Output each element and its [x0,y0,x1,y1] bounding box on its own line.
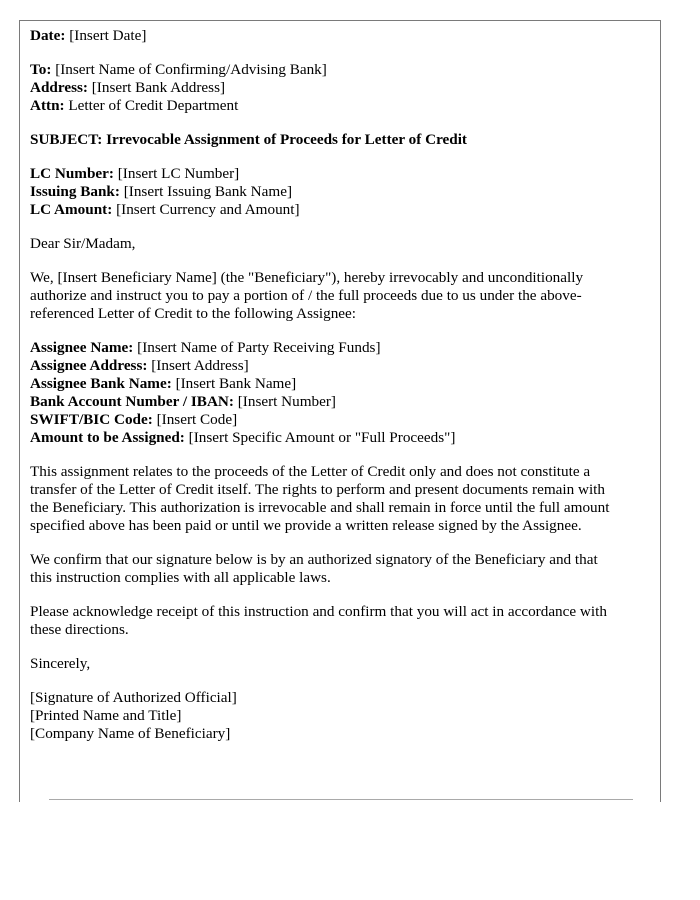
attn-value: Letter of Credit Department [68,97,239,114]
date-value: [Insert Date] [69,27,147,44]
assignee-address-label: Assignee Address: [30,357,148,374]
swift-value: [Insert Code] [156,411,238,428]
signature-block [30,689,618,743]
assigned-amount-label: Amount to be Assigned: [30,429,185,446]
intro-paragraph: We, [Insert Beneficiary Name] (the "Beneficiary"), hereby irrevocably and unconditionally authorize and instruct you to pay a portion of / the full proceeds due to us under the above-referenced Letter of Credit to the following Assignee: [30,269,584,322]
account-number-label: Bank Account Number / IBAN: [30,393,234,410]
date-line [30,27,618,45]
lc-number-line [30,165,618,183]
assignee-name-label: Assignee Name: [30,339,134,356]
date-label: Date: [30,27,66,44]
signature-placeholder: [Signature of Authorized Official] [30,689,237,706]
recipient-section [30,61,618,115]
attn-line [30,97,618,115]
lc-details [30,165,618,219]
lc-number-value: [Insert LC Number] [117,165,240,182]
assignee-name-line [30,339,618,357]
assigned-amount-value: [Insert Specific Amount or "Full Proceeds"] [188,429,456,446]
footer-divider [49,799,633,800]
to-line [30,61,618,79]
address-line [30,79,618,97]
salutation: Dear Sir/Madam, [30,235,136,252]
assignment-scope-paragraph: This assignment relates to the proceeds of the Letter of Credit only and does not constitute a transfer of the Letter of Credit itself. The rights to perform and present documents remain with the Beneficiary. This authorization is irrevocable and shall remain in force until the full amount specified above has been paid or until we provide a written release signed by the Assignee. [30,463,610,534]
lc-number-label: LC Number: [30,165,114,182]
date-section [30,27,618,45]
account-number-value: [Insert Number] [237,393,336,410]
printed-name-placeholder: [Printed Name and Title] [30,707,182,724]
subject-section [30,131,618,149]
issuing-bank-value: [Insert Issuing Bank Name] [123,183,293,200]
assignee-name-value: [Insert Name of Party Receiving Funds] [137,339,381,356]
attn-label: Attn: [30,97,65,114]
acknowledgement-paragraph: Please acknowledge receipt of this instruction and confirm that you will act in accordance with these directions. [30,603,607,638]
lc-amount-value: [Insert Currency and Amount] [116,201,300,218]
assignee-address-line [30,357,618,375]
swift-label: SWIFT/BIC Code: [30,411,153,428]
assignee-address-value: [Insert Address] [151,357,249,374]
account-number-line [30,393,618,411]
company-name-placeholder: [Company Name of Beneficiary] [30,725,231,742]
signatory-confirmation-paragraph: We confirm that our signature below is by an authorized signatory of the Beneficiary and that this instruction complies with all applicable laws. [30,551,598,586]
assigned-amount-line [30,429,618,447]
address-label: Address: [30,79,88,96]
assignee-details [30,339,618,447]
lc-amount-line [30,201,618,219]
subject-line: SUBJECT: Irrevocable Assignment of Proceeds for Letter of Credit [30,131,467,148]
address-value: [Insert Bank Address] [91,79,226,96]
closing: Sincerely, [30,655,91,672]
to-label: To: [30,61,52,78]
letter-body [30,27,618,759]
lc-amount-label: LC Amount: [30,201,113,218]
issuing-bank-label: Issuing Bank: [30,183,120,200]
swift-line [30,411,618,429]
issuing-bank-line [30,183,618,201]
to-value: [Insert Name of Confirming/Advising Bank] [55,61,327,78]
assignee-bank-line [30,375,618,393]
assignee-bank-label: Assignee Bank Name: [30,375,172,392]
assignee-bank-value: [Insert Bank Name] [175,375,297,392]
